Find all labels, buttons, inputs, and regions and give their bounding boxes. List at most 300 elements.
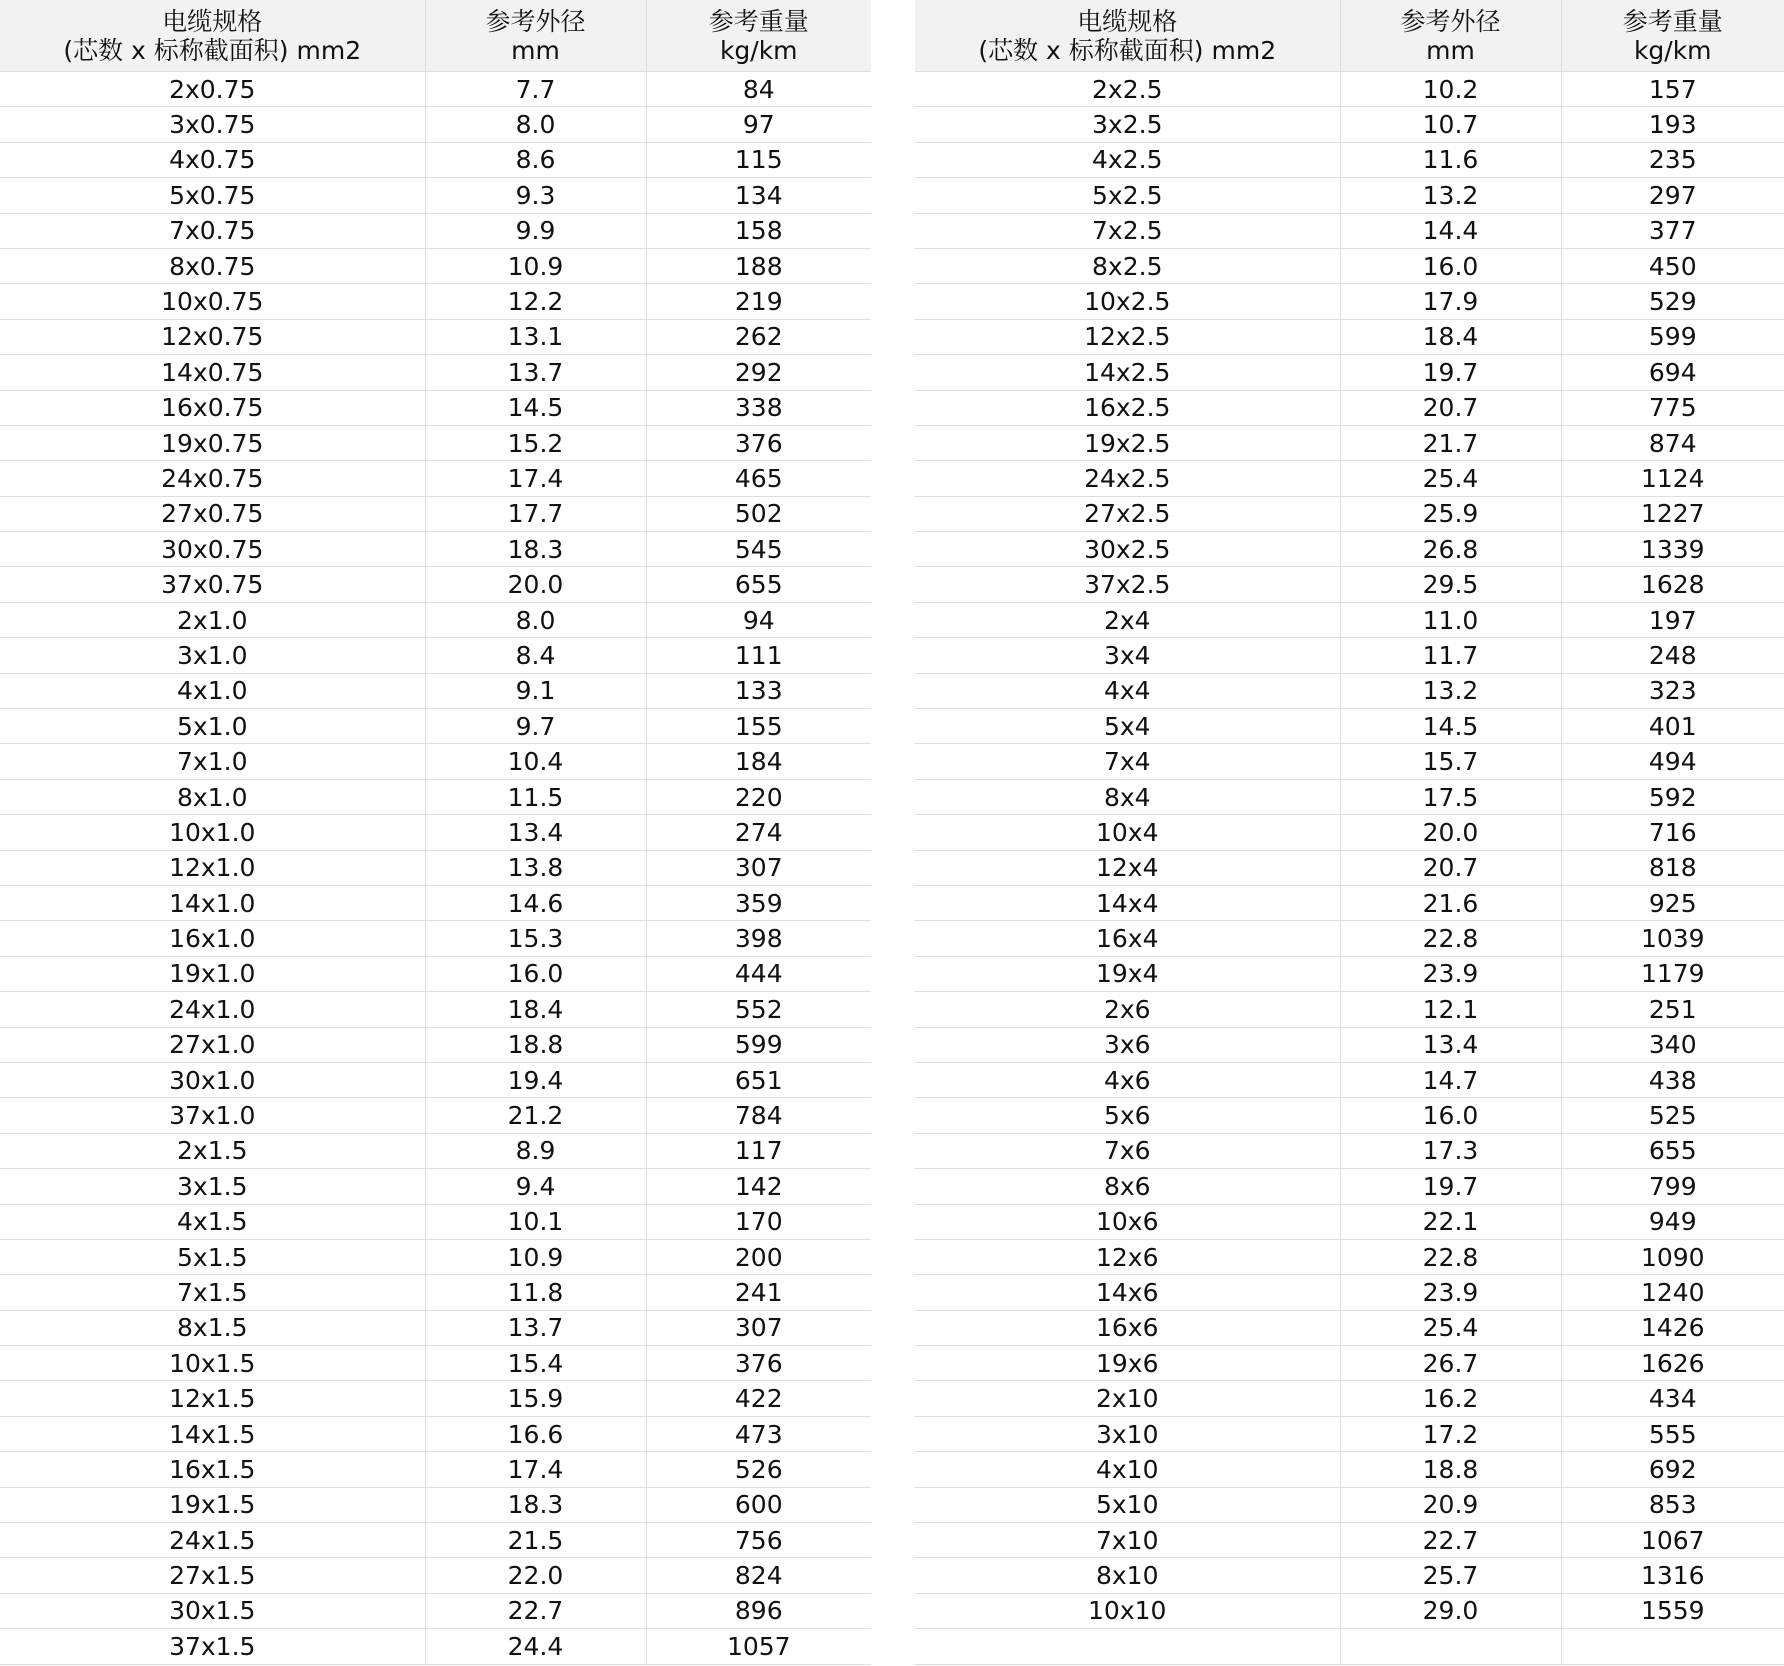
- cell-spec: 3x2.5: [915, 107, 1340, 142]
- cell-spec: 14x1.0: [0, 885, 425, 920]
- cell-outer-diameter: 13.1: [425, 319, 646, 354]
- table-row: [0, 1416, 871, 1451]
- table-row: [0, 673, 871, 708]
- cell-weight: 438: [1561, 1062, 1784, 1097]
- table-row: [915, 885, 1784, 920]
- cell-weight: 401: [1561, 709, 1784, 744]
- cell-spec: 3x1.5: [0, 1169, 425, 1204]
- header-od-title: 参考外径: [1400, 6, 1501, 36]
- cell-weight: 1628: [1561, 567, 1784, 602]
- cell-outer-diameter: 22.8: [1340, 1239, 1561, 1274]
- cell-spec: 24x1.5: [0, 1523, 425, 1558]
- cell-weight: 97: [646, 107, 871, 142]
- cell-outer-diameter: 16.6: [425, 1416, 646, 1451]
- table-row: [915, 1487, 1784, 1522]
- cell-weight: 340: [1561, 1027, 1784, 1062]
- cell-outer-diameter: 20.7: [1340, 850, 1561, 885]
- table-row: [915, 744, 1784, 779]
- cell-spec: 10x1.0: [0, 815, 425, 850]
- cell-spec: 7x1.0: [0, 744, 425, 779]
- cell-outer-diameter: 18.3: [425, 1487, 646, 1522]
- table-body: [915, 72, 1784, 1665]
- cell-outer-diameter: 9.9: [425, 213, 646, 248]
- cell-outer-diameter: 23.9: [1340, 1275, 1561, 1310]
- cell-outer-diameter: 17.9: [1340, 284, 1561, 319]
- cell-outer-diameter: 9.1: [425, 673, 646, 708]
- header-weight-title: 参考重量: [1622, 6, 1723, 36]
- header-weight-title: 参考重量: [708, 6, 809, 36]
- cell-outer-diameter: 13.2: [1340, 178, 1561, 213]
- cell-weight: 117: [646, 1133, 871, 1168]
- header-od-title: 参考外径: [485, 6, 586, 36]
- cell-weight: 1124: [1561, 461, 1784, 496]
- cell-spec: 16x6: [915, 1310, 1340, 1345]
- cell-spec: 37x2.5: [915, 567, 1340, 602]
- cell-outer-diameter: 14.5: [425, 390, 646, 425]
- cell-outer-diameter: 8.0: [425, 107, 646, 142]
- cell-spec: 8x6: [915, 1169, 1340, 1204]
- cell-outer-diameter: 18.8: [1340, 1452, 1561, 1487]
- cell-weight: 1426: [1561, 1310, 1784, 1345]
- table-row: [915, 1133, 1784, 1168]
- cell-spec: 4x1.0: [0, 673, 425, 708]
- table-row: [915, 673, 1784, 708]
- cell-spec: 2x1.5: [0, 1133, 425, 1168]
- cell-weight: 525: [1561, 1098, 1784, 1133]
- cell-spec: 19x2.5: [915, 425, 1340, 460]
- cell-weight: 529: [1561, 284, 1784, 319]
- table-row: [915, 1098, 1784, 1133]
- cell-weight: 292: [646, 355, 871, 390]
- table-row: [0, 1593, 871, 1628]
- cell-outer-diameter: 10.9: [425, 1239, 646, 1274]
- cell-outer-diameter: 8.6: [425, 142, 646, 177]
- table-header: [0, 0, 871, 72]
- header-od-unit: mm: [1426, 35, 1475, 65]
- cell-outer-diameter: 13.7: [425, 1310, 646, 1345]
- header-weight: [1561, 0, 1784, 72]
- table-header: [915, 0, 1784, 72]
- cell-outer-diameter: 25.4: [1340, 1310, 1561, 1345]
- cell-spec: 3x10: [915, 1416, 1340, 1451]
- cell-outer-diameter: 8.0: [425, 602, 646, 637]
- cell-spec: 12x1.0: [0, 850, 425, 885]
- cell-weight: 142: [646, 1169, 871, 1204]
- cell-weight: 651: [646, 1062, 871, 1097]
- cell-spec: 16x4: [915, 921, 1340, 956]
- cell-spec: 24x2.5: [915, 461, 1340, 496]
- cell-weight: 1090: [1561, 1239, 1784, 1274]
- cell-spec: 12x4: [915, 850, 1340, 885]
- cell-outer-diameter: 16.2: [1340, 1381, 1561, 1416]
- cell-spec: 19x0.75: [0, 425, 425, 460]
- cell-outer-diameter: 12.2: [425, 284, 646, 319]
- cell-spec: 10x6: [915, 1204, 1340, 1239]
- cell-weight: 824: [646, 1558, 871, 1593]
- cell-spec: 16x0.75: [0, 390, 425, 425]
- cell-spec: 5x1.5: [0, 1239, 425, 1274]
- cell-weight: 235: [1561, 142, 1784, 177]
- cell-outer-diameter: 17.4: [425, 461, 646, 496]
- header-spec-title: 电缆规格: [1077, 6, 1178, 36]
- table-row: [915, 1027, 1784, 1062]
- cell-outer-diameter: 19.4: [425, 1062, 646, 1097]
- cell-spec: 2x6: [915, 992, 1340, 1027]
- header-outer-diameter: [425, 0, 646, 72]
- cell-outer-diameter: 11.8: [425, 1275, 646, 1310]
- header-spec-unit: (芯数 x 标称截面积) mm2: [63, 35, 362, 65]
- cell-outer-diameter: 13.7: [425, 355, 646, 390]
- cell-outer-diameter: 15.2: [425, 425, 646, 460]
- cell-outer-diameter: 9.7: [425, 709, 646, 744]
- cell-spec: 3x1.0: [0, 638, 425, 673]
- cell-weight: 494: [1561, 744, 1784, 779]
- cell-weight: 323: [1561, 673, 1784, 708]
- cell-outer-diameter: 15.4: [425, 1346, 646, 1381]
- cell-spec: 8x1.0: [0, 779, 425, 814]
- table-row: [915, 815, 1784, 850]
- table-row: [0, 567, 871, 602]
- cell-spec: 4x4: [915, 673, 1340, 708]
- table-row: [915, 956, 1784, 991]
- cell-weight: 853: [1561, 1487, 1784, 1522]
- cell-outer-diameter: 19.7: [1340, 1169, 1561, 1204]
- table-row: [915, 390, 1784, 425]
- table-row: [915, 107, 1784, 142]
- table-row: [915, 1629, 1784, 1664]
- table-row: [0, 1452, 871, 1487]
- cell-weight: 158: [646, 213, 871, 248]
- cell-weight: 297: [1561, 178, 1784, 213]
- cell-outer-diameter: 17.7: [425, 496, 646, 531]
- cell-spec: 4x2.5: [915, 142, 1340, 177]
- cell-weight: 398: [646, 921, 871, 956]
- table-row: [0, 779, 871, 814]
- table-row: [0, 1381, 871, 1416]
- cell-spec: 3x0.75: [0, 107, 425, 142]
- cell-weight: 784: [646, 1098, 871, 1133]
- table-row: [915, 461, 1784, 496]
- cell-outer-diameter: 10.4: [425, 744, 646, 779]
- table-row: [915, 178, 1784, 213]
- table-row: [915, 602, 1784, 637]
- cell-weight: 434: [1561, 1381, 1784, 1416]
- cell-outer-diameter: 15.9: [425, 1381, 646, 1416]
- cell-outer-diameter: 21.7: [1340, 425, 1561, 460]
- table-row: [0, 1098, 871, 1133]
- cell-outer-diameter: 11.7: [1340, 638, 1561, 673]
- cell-spec: 7x1.5: [0, 1275, 425, 1310]
- table-row: [915, 213, 1784, 248]
- cell-spec: 37x1.5: [0, 1629, 425, 1664]
- cell-weight: 1316: [1561, 1558, 1784, 1593]
- header-spec: [915, 0, 1340, 72]
- header-weight-unit: kg/km: [1633, 35, 1712, 65]
- cell-outer-diameter: 10.2: [1340, 72, 1561, 107]
- cell-spec: 16x1.0: [0, 921, 425, 956]
- cell-spec: 12x6: [915, 1239, 1340, 1274]
- cell-spec: 4x10: [915, 1452, 1340, 1487]
- cell-weight: 545: [646, 532, 871, 567]
- cell-spec: 12x1.5: [0, 1381, 425, 1416]
- cell-spec: 10x2.5: [915, 284, 1340, 319]
- cell-spec: 5x0.75: [0, 178, 425, 213]
- cell-outer-diameter: 18.3: [425, 532, 646, 567]
- cell-weight: 592: [1561, 779, 1784, 814]
- table-row: [915, 1452, 1784, 1487]
- table-row: [915, 1346, 1784, 1381]
- table-row: [0, 956, 871, 991]
- cell-weight: 450: [1561, 248, 1784, 283]
- cell-weight: 692: [1561, 1452, 1784, 1487]
- cell-spec: 12x2.5: [915, 319, 1340, 354]
- cell-weight: 170: [646, 1204, 871, 1239]
- cell-outer-diameter: 17.2: [1340, 1416, 1561, 1451]
- cell-outer-diameter: 16.0: [425, 956, 646, 991]
- cell-spec: 8x4: [915, 779, 1340, 814]
- cell-spec: 24x0.75: [0, 461, 425, 496]
- cell-spec: 7x4: [915, 744, 1340, 779]
- table-row: [0, 284, 871, 319]
- cell-spec: 10x0.75: [0, 284, 425, 319]
- cell-weight: 1240: [1561, 1275, 1784, 1310]
- cell-outer-diameter: 14.6: [425, 885, 646, 920]
- table-row: [0, 532, 871, 567]
- cell-outer-diameter: 29.5: [1340, 567, 1561, 602]
- table-row: [0, 885, 871, 920]
- cell-weight: 157: [1561, 72, 1784, 107]
- table-row: [915, 921, 1784, 956]
- table-row: [0, 709, 871, 744]
- cell-weight: 925: [1561, 885, 1784, 920]
- table-row: [0, 1133, 871, 1168]
- cell-weight: 376: [646, 425, 871, 460]
- cell-spec: 37x0.75: [0, 567, 425, 602]
- table-row: [915, 638, 1784, 673]
- cell-weight: 1039: [1561, 921, 1784, 956]
- cell-weight: 94: [646, 602, 871, 637]
- cell-spec: 14x2.5: [915, 355, 1340, 390]
- table-row: [0, 319, 871, 354]
- cell-weight: 694: [1561, 355, 1784, 390]
- cell-spec: 19x6: [915, 1346, 1340, 1381]
- table-row: [915, 1239, 1784, 1274]
- header-weight: [646, 0, 871, 72]
- cell-weight: 274: [646, 815, 871, 850]
- cell-outer-diameter: 20.0: [425, 567, 646, 602]
- cell-weight: 1227: [1561, 496, 1784, 531]
- cell-weight: 359: [646, 885, 871, 920]
- table-row: [0, 638, 871, 673]
- cell-outer-diameter: 18.4: [1340, 319, 1561, 354]
- table-row: [0, 815, 871, 850]
- cell-outer-diameter: 13.4: [425, 815, 646, 850]
- table-row: [0, 1346, 871, 1381]
- table-row: [915, 72, 1784, 107]
- cell-weight: 133: [646, 673, 871, 708]
- cell-spec: 14x4: [915, 885, 1340, 920]
- cell-outer-diameter: 21.6: [1340, 885, 1561, 920]
- cell-outer-diameter: 7.7: [425, 72, 646, 107]
- cell-outer-diameter: 13.8: [425, 850, 646, 885]
- cell-spec: 7x10: [915, 1523, 1340, 1558]
- cell-outer-diameter: 22.7: [1340, 1523, 1561, 1558]
- table-row: [0, 992, 871, 1027]
- cell-spec: 14x0.75: [0, 355, 425, 390]
- cell-spec: 27x0.75: [0, 496, 425, 531]
- cell-outer-diameter: 10.1: [425, 1204, 646, 1239]
- cell-outer-diameter: 18.8: [425, 1027, 646, 1062]
- cell-spec: 8x10: [915, 1558, 1340, 1593]
- cell-outer-diameter: 10.9: [425, 248, 646, 283]
- cell-weight: 799: [1561, 1169, 1784, 1204]
- cell-outer-diameter: 10.7: [1340, 107, 1561, 142]
- table-row: [915, 850, 1784, 885]
- cell-weight: 465: [646, 461, 871, 496]
- cell-weight: 184: [646, 744, 871, 779]
- cell-spec: 30x0.75: [0, 532, 425, 567]
- cell-spec: 10x4: [915, 815, 1340, 850]
- cell-weight: 111: [646, 638, 871, 673]
- cell-outer-diameter: 22.0: [425, 1558, 646, 1593]
- cell-spec: 19x1.0: [0, 956, 425, 991]
- cell-weight: 896: [646, 1593, 871, 1628]
- cell-outer-diameter: 17.4: [425, 1452, 646, 1487]
- cell-weight: 552: [646, 992, 871, 1027]
- table-row: [0, 390, 871, 425]
- cell-spec: 30x2.5: [915, 532, 1340, 567]
- cell-weight: 307: [646, 1310, 871, 1345]
- cell-weight: 599: [646, 1027, 871, 1062]
- cell-spec: 2x10: [915, 1381, 1340, 1416]
- cell-outer-diameter: 20.7: [1340, 390, 1561, 425]
- table-row: [915, 779, 1784, 814]
- cell-weight: 197: [1561, 602, 1784, 637]
- cell-spec: 27x1.0: [0, 1027, 425, 1062]
- table-row: [0, 1204, 871, 1239]
- cell-spec: 19x1.5: [0, 1487, 425, 1522]
- cell-outer-diameter: 24.4: [425, 1629, 646, 1664]
- table-row: [915, 1416, 1784, 1451]
- cell-outer-diameter: 21.5: [425, 1523, 646, 1558]
- cell-weight: 655: [1561, 1133, 1784, 1168]
- cell-spec: 24x1.0: [0, 992, 425, 1027]
- cell-spec: 3x6: [915, 1027, 1340, 1062]
- cell-weight: 599: [1561, 319, 1784, 354]
- cell-outer-diameter: 23.9: [1340, 956, 1561, 991]
- table-row: [0, 1629, 871, 1664]
- table-row: [0, 1027, 871, 1062]
- cell-weight: 376: [646, 1346, 871, 1381]
- cell-weight: 1057: [646, 1629, 871, 1664]
- table-row: [0, 744, 871, 779]
- cell-weight: 1339: [1561, 532, 1784, 567]
- cell-weight: 338: [646, 390, 871, 425]
- cell-outer-diameter: 29.0: [1340, 1593, 1561, 1628]
- table-row: [0, 1523, 871, 1558]
- cell-weight: 262: [646, 319, 871, 354]
- cell-weight: 307: [646, 850, 871, 885]
- cell-outer-diameter: 15.7: [1340, 744, 1561, 779]
- cell-weight: 1626: [1561, 1346, 1784, 1381]
- table-row: [0, 355, 871, 390]
- cell-weight: 115: [646, 142, 871, 177]
- table-row: [0, 1275, 871, 1310]
- cell-outer-diameter: 20.0: [1340, 815, 1561, 850]
- table-row: [0, 1487, 871, 1522]
- table-row: [0, 1310, 871, 1345]
- header-spec-unit: (芯数 x 标称截面积) mm2: [978, 35, 1277, 65]
- cell-outer-diameter: 9.3: [425, 178, 646, 213]
- cell-weight: 1559: [1561, 1593, 1784, 1628]
- table-row: [915, 284, 1784, 319]
- table-row: [0, 496, 871, 531]
- cell-weight: 1179: [1561, 956, 1784, 991]
- cell-spec: 27x1.5: [0, 1558, 425, 1593]
- cell-weight: 473: [646, 1416, 871, 1451]
- cell-outer-diameter: 18.4: [425, 992, 646, 1027]
- table-row: [0, 1169, 871, 1204]
- cell-outer-diameter: 11.5: [425, 779, 646, 814]
- cell-weight: 600: [646, 1487, 871, 1522]
- cell-outer-diameter: 20.9: [1340, 1487, 1561, 1522]
- cell-outer-diameter: 22.1: [1340, 1204, 1561, 1239]
- cell-outer-diameter: 14.5: [1340, 709, 1561, 744]
- table-row: [915, 532, 1784, 567]
- table-row: [0, 72, 871, 107]
- cell-outer-diameter: 21.2: [425, 1098, 646, 1133]
- spec-table-right: [915, 0, 1784, 1665]
- cell-outer-diameter: 11.0: [1340, 602, 1561, 637]
- table-row: [915, 1169, 1784, 1204]
- table-row: [915, 709, 1784, 744]
- cell-weight: 949: [1561, 1204, 1784, 1239]
- cell-spec: 4x0.75: [0, 142, 425, 177]
- cell-spec: 16x2.5: [915, 390, 1340, 425]
- cell-weight: 220: [646, 779, 871, 814]
- cell-outer-diameter: 17.5: [1340, 779, 1561, 814]
- cell-spec: 2x4: [915, 602, 1340, 637]
- table-body: [0, 72, 871, 1665]
- table-row: [915, 1593, 1784, 1628]
- cell-weight: 219: [646, 284, 871, 319]
- cell-outer-diameter: 9.4: [425, 1169, 646, 1204]
- header-spec-title: 电缆规格: [162, 6, 263, 36]
- cell-spec: 14x1.5: [0, 1416, 425, 1451]
- cell-spec: 10x10: [915, 1593, 1340, 1628]
- cell-spec: 2x1.0: [0, 602, 425, 637]
- cell-weight: 502: [646, 496, 871, 531]
- cell-weight: 818: [1561, 850, 1784, 885]
- cell-weight: 422: [646, 1381, 871, 1416]
- cell-outer-diameter: 15.3: [425, 921, 646, 956]
- cell-spec: 37x1.0: [0, 1098, 425, 1133]
- cell-outer-diameter: [1340, 1629, 1561, 1664]
- cell-weight: 248: [1561, 638, 1784, 673]
- cell-outer-diameter: 14.7: [1340, 1062, 1561, 1097]
- cell-outer-diameter: 16.0: [1340, 248, 1561, 283]
- table-row: [0, 850, 871, 885]
- cell-spec: 14x6: [915, 1275, 1340, 1310]
- table-row: [915, 142, 1784, 177]
- cell-spec: 27x2.5: [915, 496, 1340, 531]
- cell-spec: 30x1.5: [0, 1593, 425, 1628]
- table-row: [0, 425, 871, 460]
- cell-outer-diameter: 17.3: [1340, 1133, 1561, 1168]
- cell-spec: 10x1.5: [0, 1346, 425, 1381]
- cell-spec: 7x2.5: [915, 213, 1340, 248]
- cell-weight: 251: [1561, 992, 1784, 1027]
